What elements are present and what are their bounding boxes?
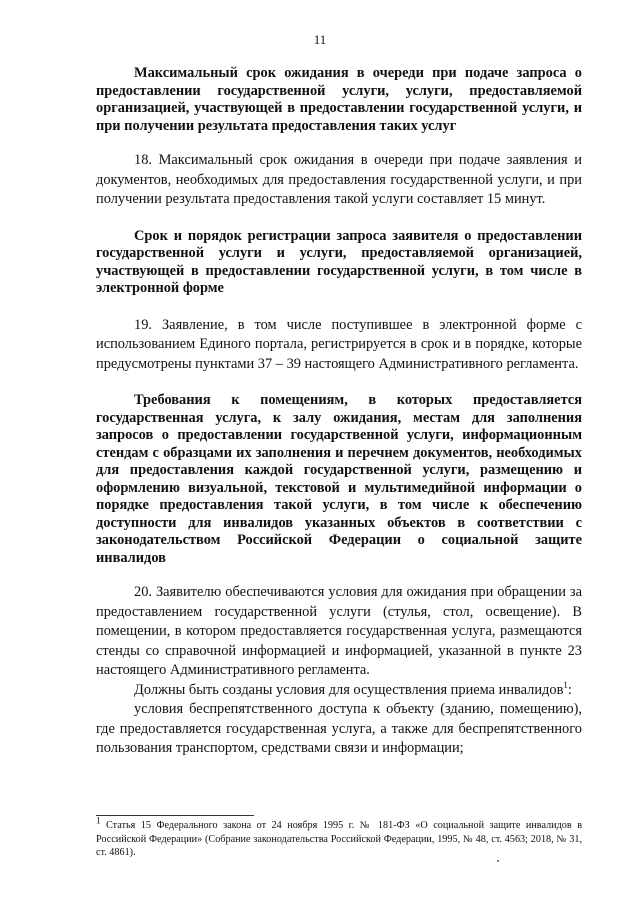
paragraph-20: 20. Заявителю обеспечиваются условия для ожидания при обращении за предоставлением государственной услуги (стулья, стол, освещение). В помещении, в котором предоставляется государственная услуга, размещаются стенды со справочной информацией и информацией, указанной в пункте 23 настоящего Административного регламента. (96, 584, 582, 678)
paragraph-access-conditions: условия беспрепятственного доступа к объекту (зданию, помещению), где предоставляется государственная услуга, а также для беспрепятственного пользования транспортом, средствами связи и информации; (96, 701, 582, 756)
paragraph-19: 19. Заявление, в том числе поступившее в электронной форме с использованием Единого портала, регистрируется в срок и в порядке, которые предусмотрены пунктами 37 – 39 настоящего Административного регламента. (96, 316, 582, 372)
section-heading-waiting-time: Максимальный срок ожидания в очереди при подаче запроса о предоставлении государственной услуги, услуги, предоставляемой организацией, участвующей в предоставлении государственной услуги, и при получении результата предоставления таких услуг (96, 65, 582, 134)
scan-artifact (497, 860, 499, 862)
paragraph-18: 18. Максимальный срок ожидания в очереди при подаче заявления и документов, необходимых для предоставления государственной услуги, и при получении результата предоставления такой услуги составляет 15 минут. (96, 152, 582, 207)
footnote (96, 815, 583, 860)
paragraph-conditions (96, 681, 582, 701)
page-content (96, 60, 582, 759)
footnote-number: 1 (96, 815, 101, 826)
paragraph-conditions-tail: : (567, 681, 572, 698)
footnote-marker: 1 (563, 679, 568, 690)
footnote-separator (96, 815, 254, 816)
footnote-text: Статья 15 Федерального закона от 24 ноября 1995 г. № 181-ФЗ «О социальной защите инвалидов в Российской Федерации» (Собрание законодательства Российской Федерации, 1995, № 48, ст. 4563; 2018, № 31, ст. 4861). (96, 820, 583, 858)
paragraph-conditions-text: Должны быть созданы условия для осуществления приема инвалидов (134, 681, 564, 698)
section-heading-registration: Срок и порядок регистрации запроса заявителя о предоставлении государственной услуги и услуги, предоставляемой организацией, участвующей в предоставлении государственной услуги, в том числе в электронной форме (96, 227, 582, 296)
section-heading-premises-requirements: Требования к помещениям, в которых предоставляется государственная услуга, к залу ожидания, местам для заполнения запросов о предоставлении государственной услуги, информационным стендам с образцами их заполнения и перечнем документов, необходимых для предоставления каждой государственной услуги, размещению и оформлению визуальной, текстовой и мультимедийной информации о порядке предоставления такой услуги, в том числе к обеспечению доступности для инвалидов указанных объектов в соответствии с законодательством Российской Федерации о социальной защите инвалидов (96, 392, 582, 566)
page-number: 11 (313, 32, 327, 47)
